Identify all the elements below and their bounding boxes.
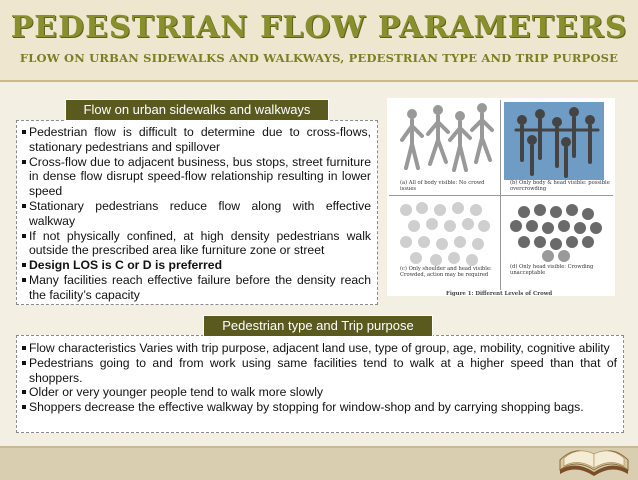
figure-title: Figure 1: Different Levels of Crowd: [446, 291, 553, 297]
figure-panel-a: [390, 100, 500, 192]
list-item: Flow characteristics Varies with trip purpose, adjacent land use, type of group, age, mobility, cognitive ability: [21, 341, 617, 356]
walking-people-icon: [390, 100, 500, 180]
list-item: Pedestrian flow is difficult to determine due to cross-flows, stationary pedestrians and spillover: [21, 125, 371, 155]
list-item: If not physically confined, at high density pedestrians walk outside the prescribed area like furniture zone or street: [21, 229, 371, 259]
list-item: Older or very younger people tend to walk more slowly: [21, 385, 617, 400]
slide-title: PEDESTRIAN FLOW PARAMETERS: [10, 10, 628, 45]
figure-panel-c: [390, 198, 500, 290]
list-item: Pedestrians going to and from work using same facilities tend to walk at a higher speed than that of shoppers.: [21, 356, 617, 386]
open-book-icon: [556, 430, 632, 478]
caption-c: (c) Only shoulder and head visible: Crowded, action may be required: [400, 266, 492, 278]
crowd-levels-figure: [387, 98, 615, 296]
caption-b: (b) Only body & head visible: possible overcrowding: [510, 180, 610, 192]
list-item: Cross-flow due to adjacent business, bus stops, street furniture in dense flow disrupt speed-flow relationship resulting in lower speed: [21, 155, 371, 199]
list-item: Design LOS is C or D is preferred: [21, 258, 371, 273]
section2-label: Pedestrian type and Trip purpose: [203, 315, 433, 337]
section1-label: Flow on urban sidewalks and walkways: [65, 99, 329, 121]
caption-a: (a) All of body visible: No crowd issues: [400, 180, 485, 192]
list-item: Shoppers decrease the effective walkway by stopping for window-shop and by carrying shopping bags.: [21, 400, 617, 415]
crowd-body-icon: [502, 100, 612, 180]
slide-footer: [0, 446, 638, 480]
slide-subtitle: FLOW ON URBAN SIDEWALKS AND WALKWAYS, PEDESTRIAN TYPE AND TRIP PURPOSE: [19, 51, 619, 65]
slide-header: [0, 0, 638, 82]
figure-panel-d: [502, 198, 612, 290]
figure-panel-b: [502, 100, 612, 192]
section2-box: [16, 335, 624, 433]
caption-d: (d) Only head visible: Crowding unacceptable: [510, 264, 594, 276]
list-item: Many facilities reach effective failure before the density reach the facility’s capacity: [21, 273, 371, 303]
list-item: Stationary pedestrians reduce flow along with effective walkway: [21, 199, 371, 229]
section1-box: [16, 120, 378, 305]
